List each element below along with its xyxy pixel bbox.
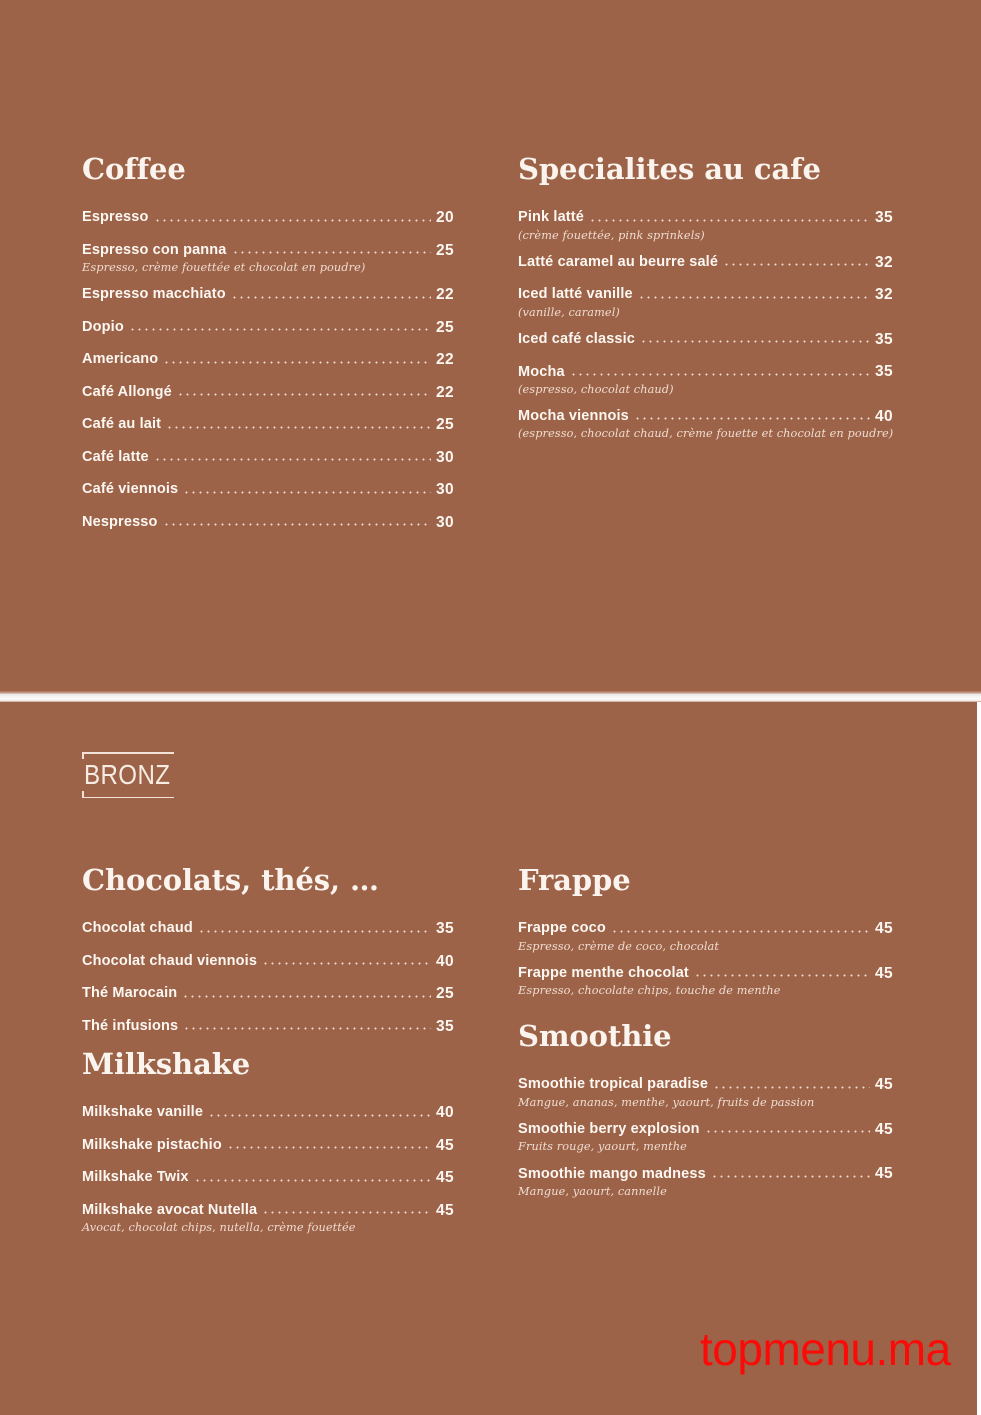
bronz-logo xyxy=(82,752,174,798)
dotted-leader xyxy=(231,296,431,299)
dotted-leader xyxy=(634,417,870,420)
menu-item-name: Pink latté xyxy=(518,209,584,226)
menu-item-name: Frappe coco xyxy=(518,920,606,937)
menu-item-line xyxy=(82,1170,454,1186)
menu-item-name: Café latte xyxy=(82,448,149,465)
dotted-leader xyxy=(163,361,431,364)
menu-item-name: Milkshake avocat Nutella xyxy=(82,1201,258,1218)
menu-item-line xyxy=(518,332,893,348)
menu-item-line xyxy=(82,210,454,226)
menu-item-price: 32 xyxy=(874,253,893,271)
menu-item-price: 30 xyxy=(435,513,454,531)
menu-item-line xyxy=(82,352,454,368)
menu-item-price: 45 xyxy=(435,1201,454,1219)
dotted-leader xyxy=(183,1027,431,1030)
menu-item-price: 30 xyxy=(435,481,454,499)
dotted-leader xyxy=(711,1175,870,1178)
dotted-leader xyxy=(262,962,431,965)
menu-item-name: Dopio xyxy=(82,318,124,335)
dotted-leader xyxy=(640,340,870,343)
menu-item xyxy=(82,921,454,937)
menu-item-price: 45 xyxy=(435,1136,454,1154)
menu-item xyxy=(82,1203,454,1236)
menu-item-line xyxy=(518,255,893,271)
menu-item-price: 35 xyxy=(874,330,893,348)
menu-item xyxy=(82,287,454,303)
menu-item-price: 20 xyxy=(435,209,454,226)
menu-item-line xyxy=(82,921,454,937)
dotted-leader xyxy=(182,995,431,998)
menu-item-price: 45 xyxy=(874,1076,893,1093)
section-chocolats-thes xyxy=(82,863,454,1051)
menu-item-name: Mocha xyxy=(518,363,565,380)
menu-item-line xyxy=(82,1105,454,1121)
dotted-leader xyxy=(723,263,870,266)
menu-item xyxy=(82,1170,454,1186)
menu-item-line xyxy=(82,243,454,259)
menu-item-price: 25 xyxy=(435,241,454,259)
menu-item-line xyxy=(518,1077,893,1093)
menu-item-line xyxy=(518,409,893,425)
dotted-leader xyxy=(705,1130,870,1133)
menu-item xyxy=(82,1019,454,1035)
dotted-leader xyxy=(154,458,431,461)
menu-item-description: Espresso, crème de coco, chocolat xyxy=(518,939,720,953)
menu-item-name: Latté caramel au beurre salé xyxy=(518,253,719,270)
section-specialites-au-cafe xyxy=(518,152,894,453)
menu-item-name: Nespresso xyxy=(82,513,158,530)
dotted-leader xyxy=(183,491,431,494)
menu-item-line xyxy=(518,1122,893,1138)
menu-item-price: 45 xyxy=(435,1169,454,1186)
page-separator xyxy=(0,691,981,702)
menu-item-name: Smoothie tropical paradise xyxy=(518,1076,709,1093)
menu-item-name: Espresso con panna xyxy=(82,241,227,258)
logo-rule-bottom xyxy=(82,797,174,799)
menu-item xyxy=(518,364,893,397)
logo-rule-top xyxy=(82,752,174,754)
menu-item-price: 25 xyxy=(435,985,454,1002)
menu-item-price: 35 xyxy=(874,209,893,226)
section-title-specialites-au-cafe: Specialites au cafe xyxy=(518,152,821,186)
menu-item-line xyxy=(82,450,454,466)
section-title-smoothie: Smoothie xyxy=(518,1019,672,1053)
menu-item-name: Smoothie mango madness xyxy=(518,1165,706,1182)
menu-item-description: Mangue, ananas, menthe, yaourt, fruits de passion xyxy=(518,1095,815,1109)
menu-item xyxy=(82,320,454,336)
menu-item-price: 40 xyxy=(435,1104,454,1121)
dotted-leader xyxy=(198,930,431,933)
section-title-frappe: Frappe xyxy=(518,863,631,897)
menu-item xyxy=(82,352,454,368)
menu-item-name: Milkshake Twix xyxy=(82,1169,189,1186)
menu-item-description: (espresso, chocolat chaud) xyxy=(518,382,674,396)
menu-item xyxy=(82,986,454,1002)
menu-item-price: 35 xyxy=(435,920,454,937)
menu-item-price: 30 xyxy=(435,448,454,466)
menu-item-name: Americano xyxy=(82,351,159,368)
menu-item-line xyxy=(82,1203,454,1219)
menu-item xyxy=(82,515,454,531)
menu-item-line xyxy=(518,210,893,226)
menu-item-name: Iced café classic xyxy=(518,331,636,347)
menu-item-description: Avocat, chocolat chips, nutella, crème fouettée xyxy=(82,1221,356,1234)
menu-item-line xyxy=(82,320,454,336)
menu-item-line xyxy=(82,515,454,531)
menu-item-name: Chocolat chaud xyxy=(82,920,193,937)
menu-item xyxy=(518,210,893,243)
menu-item-price: 22 xyxy=(435,383,454,401)
dotted-leader xyxy=(638,296,870,299)
menu-item-price: 25 xyxy=(435,416,454,434)
menu-item-price: 22 xyxy=(435,286,454,304)
menu-item xyxy=(518,409,893,442)
menu-item xyxy=(518,287,893,320)
dotted-leader xyxy=(154,219,431,222)
menu-item-line xyxy=(82,287,454,303)
menu-item-name: Smoothie berry explosion xyxy=(518,1120,700,1137)
menu-item-line xyxy=(82,986,454,1002)
menu-item xyxy=(518,1122,893,1155)
menu-item-name: Café au lait xyxy=(82,416,162,433)
section-milkshake xyxy=(82,1047,454,1247)
logo-wordmark: BRONZ xyxy=(84,759,171,790)
menu-item-price: 45 xyxy=(874,1120,893,1138)
menu-item-name: Mocha viennois xyxy=(518,408,629,425)
dotted-leader xyxy=(232,251,431,254)
menu-item-line xyxy=(518,287,893,303)
menu-item-line xyxy=(82,482,454,498)
menu-item-price: 45 xyxy=(874,1165,893,1183)
menu-item xyxy=(518,1077,893,1110)
menu-item-price: 25 xyxy=(435,318,454,336)
logo-tick-bottom-left xyxy=(82,791,84,798)
menu-list-coffee xyxy=(82,210,454,530)
menu-item xyxy=(518,921,893,954)
menu-list-specialites-au-cafe xyxy=(518,210,893,441)
menu-item-name: Thé infusions xyxy=(82,1017,179,1034)
menu-item xyxy=(82,1138,454,1154)
section-title-milkshake: Milkshake xyxy=(82,1047,251,1081)
menu-item-line xyxy=(518,364,893,380)
menu-item-line xyxy=(518,966,893,982)
menu-item xyxy=(518,1166,893,1199)
menu-item-price: 40 xyxy=(874,407,893,425)
section-frappe xyxy=(518,863,893,1010)
menu-item xyxy=(518,255,893,271)
menu-item-line xyxy=(518,921,893,937)
dotted-leader xyxy=(589,219,870,222)
menu-item-name: Café Allongé xyxy=(82,383,172,400)
menu-item-description: Espresso, crème fouettée et chocolat en poudre) xyxy=(82,261,366,274)
dotted-leader xyxy=(227,1146,431,1149)
site-watermark: topmenu.ma xyxy=(700,1323,951,1375)
menu-item-line xyxy=(82,385,454,401)
menu-item-name: Frappe menthe chocolat xyxy=(518,964,689,981)
dotted-leader xyxy=(208,1114,431,1117)
menu-item xyxy=(82,385,454,401)
menu-item-description: (espresso, chocolat chaud, crème fouette et chocolat en poudre) xyxy=(518,427,894,441)
section-smoothie xyxy=(518,1019,893,1211)
menu-item-description: (vanille, caramel) xyxy=(518,305,620,319)
menu-item-description: Mangue, yaourt, cannelle xyxy=(518,1184,667,1198)
menu-item-price: 45 xyxy=(874,920,893,937)
menu-item-name: Café viennois xyxy=(82,481,179,498)
menu-item xyxy=(82,417,454,433)
menu-list-milkshake xyxy=(82,1105,454,1235)
dotted-leader xyxy=(163,523,431,526)
menu-item-price: 35 xyxy=(874,363,893,381)
dotted-leader xyxy=(694,974,870,977)
dotted-leader xyxy=(570,373,870,376)
dotted-leader xyxy=(194,1179,431,1182)
menu-item xyxy=(82,482,454,498)
dotted-leader xyxy=(129,328,431,331)
menu-item xyxy=(82,450,454,466)
menu-list-smoothie xyxy=(518,1077,893,1199)
menu-list-frappe xyxy=(518,921,893,998)
dotted-leader xyxy=(166,426,431,429)
dotted-leader xyxy=(177,393,431,396)
menu-item-line xyxy=(82,954,454,970)
menu-item xyxy=(82,954,454,970)
menu-item-name: Milkshake pistachio xyxy=(82,1136,222,1153)
menu-item-line xyxy=(82,1019,454,1035)
menu-item-description: (crème fouettée, pink sprinkels) xyxy=(518,228,705,242)
menu-item-line xyxy=(518,1166,893,1182)
menu-item-name: Espresso xyxy=(82,209,149,226)
dotted-leader xyxy=(713,1086,870,1089)
dotted-leader xyxy=(611,930,870,933)
menu-item-price: 32 xyxy=(874,286,893,304)
section-title-coffee: Coffee xyxy=(82,152,186,186)
menu-item-name: Chocolat chaud viennois xyxy=(82,952,258,969)
menu-item xyxy=(82,210,454,226)
menu-item-description: Fruits rouge, yaourt, menthe xyxy=(518,1140,687,1154)
menu-item-name: Iced latté vanille xyxy=(518,286,633,303)
menu-item-line xyxy=(82,1138,454,1154)
dotted-leader xyxy=(262,1211,431,1214)
menu-item-name: Milkshake vanille xyxy=(82,1104,204,1121)
menu-item-price: 22 xyxy=(435,351,454,369)
menu-item-name: Espresso macchiato xyxy=(82,286,226,303)
menu-item xyxy=(518,966,893,999)
menu-item xyxy=(518,332,893,348)
section-title-chocolats-thes: Chocolats, thés, … xyxy=(82,863,379,897)
menu-item-price: 45 xyxy=(874,964,893,982)
menu-item-price: 35 xyxy=(435,1017,454,1035)
menu-item-line xyxy=(82,417,454,433)
menu-item-name: Thé Marocain xyxy=(82,985,178,1002)
menu-item xyxy=(82,1105,454,1121)
section-coffee xyxy=(82,152,454,547)
menu-item-price: 40 xyxy=(435,952,454,970)
menu-item xyxy=(82,243,454,276)
menu-list-chocolats-thes xyxy=(82,921,454,1034)
menu-item-description: Espresso, chocolate chips, touche de menthe xyxy=(518,984,781,998)
